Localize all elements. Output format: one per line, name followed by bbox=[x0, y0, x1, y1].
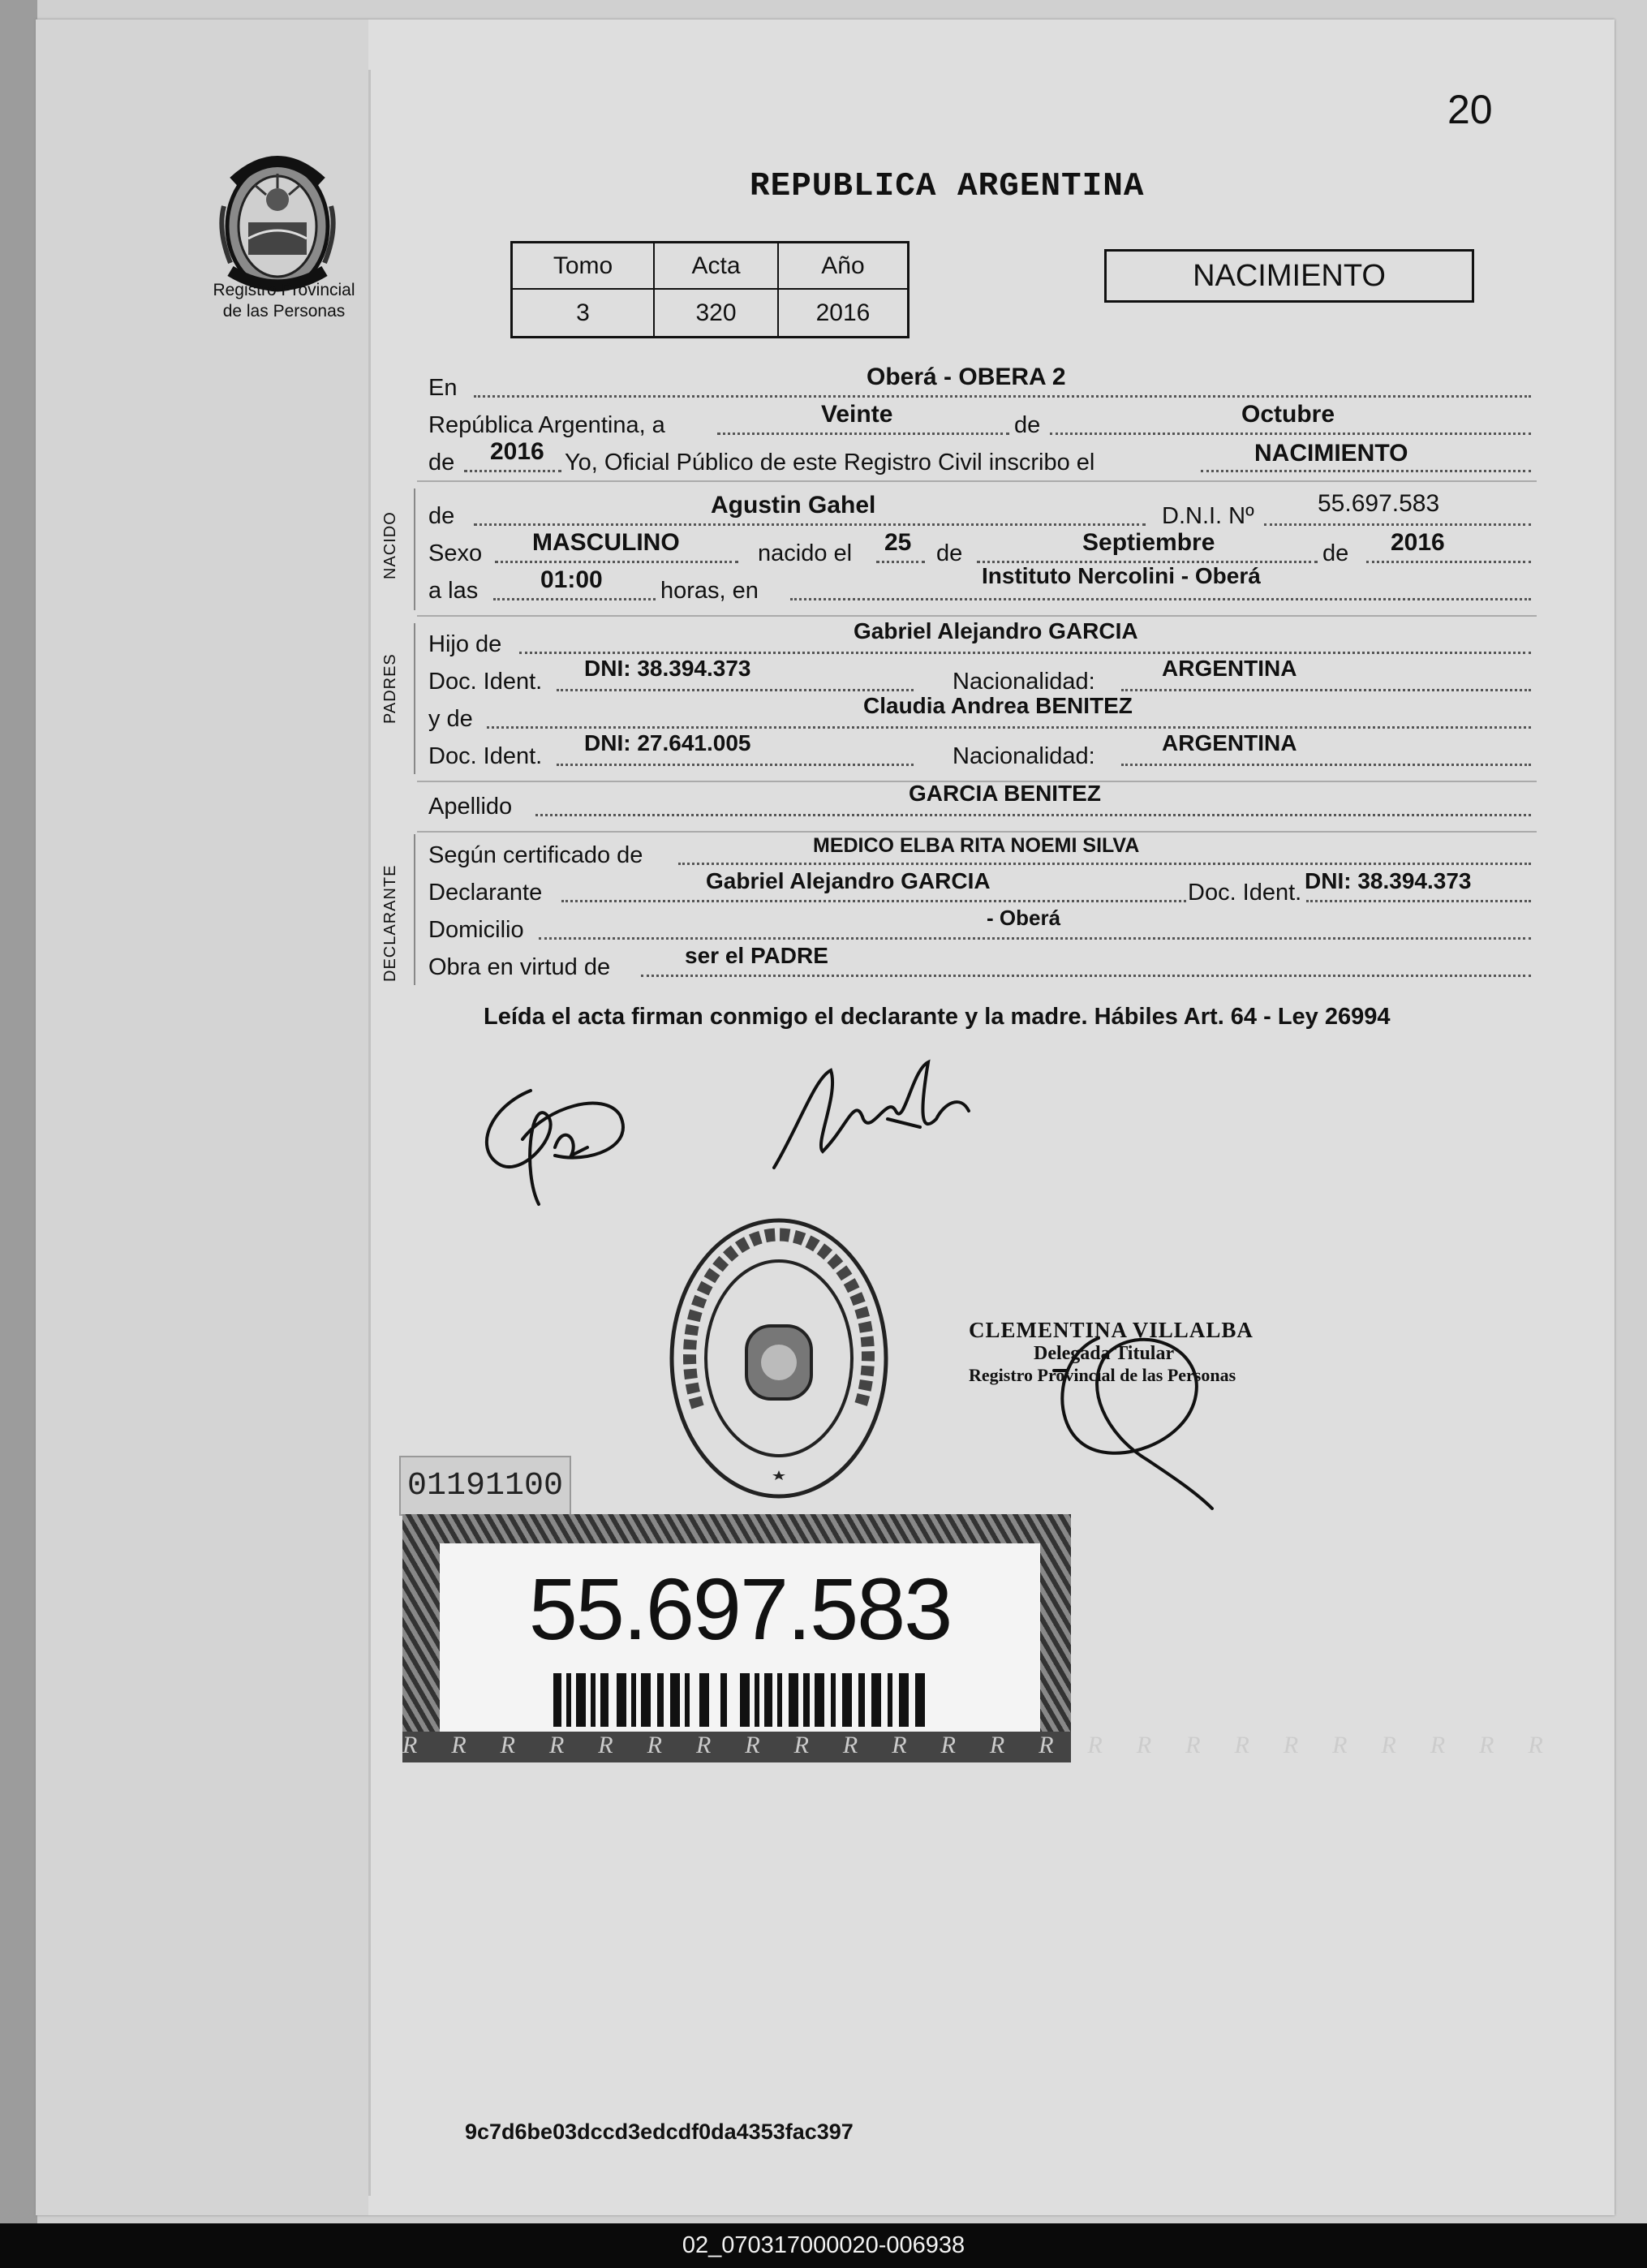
padres-section-label: PADRES bbox=[381, 653, 399, 724]
nacido-el-label: nacido el bbox=[758, 540, 853, 566]
doc-ident-label: Doc. Ident. bbox=[428, 743, 543, 769]
official-role: Delegada Titular bbox=[1034, 1343, 1175, 1364]
dotted-line bbox=[790, 598, 1531, 600]
section-bar bbox=[414, 488, 415, 610]
margin-column bbox=[36, 19, 368, 2215]
official-name: CLEMENTINA VILLALBA bbox=[969, 1318, 1254, 1342]
dotted-line bbox=[1306, 900, 1531, 902]
anio-header: Año bbox=[779, 243, 907, 290]
dotted-line bbox=[464, 470, 561, 472]
registry-name-line1: Registro Provincial bbox=[213, 281, 355, 299]
dotted-line bbox=[678, 863, 1531, 865]
dotted-line bbox=[641, 975, 1531, 977]
dotted-line bbox=[1121, 689, 1531, 691]
anio-value: 2016 bbox=[815, 299, 871, 326]
dni-label: D.N.I. Nº bbox=[1162, 503, 1254, 529]
father-name-value: Gabriel Alejandro GARCIA bbox=[854, 618, 1138, 643]
nacido-section-label: NACIDO bbox=[381, 511, 399, 579]
official-office: Registro Provincial de las Personas bbox=[969, 1365, 1236, 1385]
time-value: 01:00 bbox=[540, 566, 603, 593]
segun-certificado-label: Según certificado de bbox=[428, 842, 643, 868]
dni-sticker bbox=[402, 1514, 1577, 1762]
dotted-line bbox=[519, 652, 1531, 654]
dotted-line bbox=[717, 433, 1009, 435]
en-label: En bbox=[428, 375, 458, 401]
declarante-doc-value: DNI: 38.394.373 bbox=[1305, 868, 1472, 893]
dotted-line bbox=[493, 598, 656, 600]
nacionalidad-label: Nacionalidad: bbox=[953, 743, 1095, 769]
sexo-value: MASCULINO bbox=[532, 529, 680, 556]
de-label: de bbox=[428, 503, 455, 529]
dotted-line bbox=[557, 689, 914, 691]
dotted-line bbox=[876, 561, 925, 563]
dni-number: 55.697.583 bbox=[528, 1560, 952, 1658]
record-type-box: NACIMIENTO bbox=[1104, 249, 1474, 303]
tomo-value: 3 bbox=[513, 290, 655, 336]
dotted-line bbox=[1366, 561, 1531, 563]
horas-en-label: horas, en bbox=[660, 578, 759, 604]
mother-doc-value: DNI: 27.641.005 bbox=[584, 730, 751, 755]
apellido-label: Apellido bbox=[428, 794, 513, 820]
birth-year-value: 2016 bbox=[1391, 529, 1445, 556]
dotted-line bbox=[474, 395, 1531, 398]
dotted-line bbox=[557, 764, 914, 766]
tomo-header: Tomo bbox=[513, 243, 655, 290]
acta-value: 320 bbox=[655, 290, 779, 336]
father-doc-value: DNI: 38.394.373 bbox=[584, 656, 751, 681]
dotted-line bbox=[495, 561, 738, 563]
closing-statement: Leída el acta firman conmigo el declarante y la madre. Hábiles Art. 64 - Ley 26994 bbox=[484, 1004, 1391, 1030]
doc-ident-label: Doc. Ident. bbox=[1188, 880, 1302, 906]
dotted-line bbox=[1201, 470, 1531, 472]
certificate-value: MEDICO ELBA RITA NOEMI SILVA bbox=[813, 834, 1140, 857]
a-las-label: a las bbox=[428, 578, 479, 604]
dotted-line bbox=[474, 523, 1146, 526]
place-value: Oberá - OBERA 2 bbox=[867, 364, 1066, 390]
declarant-signature bbox=[474, 1058, 644, 1220]
mother-name-value: Claudia Andrea BENITEZ bbox=[863, 693, 1133, 718]
mother-nationality-value: ARGENTINA bbox=[1162, 730, 1297, 755]
domicilio-label: Domicilio bbox=[428, 917, 524, 943]
dotted-line bbox=[1121, 764, 1531, 766]
serial-label: 01191100 bbox=[399, 1456, 571, 1516]
declarante-section-label: DECLARANTE bbox=[381, 864, 399, 982]
republica-label: República Argentina, a bbox=[428, 412, 665, 438]
dni-sticker-panel bbox=[440, 1543, 1040, 1732]
day-words-value: Veinte bbox=[821, 401, 893, 428]
separator bbox=[417, 480, 1537, 482]
birth-certificate-page bbox=[36, 19, 1615, 2215]
doc-ident-label: Doc. Ident. bbox=[428, 669, 543, 695]
separator bbox=[417, 615, 1537, 617]
child-dni-value: 55.697.583 bbox=[1318, 490, 1440, 517]
month-value: Octubre bbox=[1241, 401, 1335, 428]
misiones-coat-of-arms-icon bbox=[217, 149, 338, 300]
registry-oval-stamp bbox=[665, 1212, 892, 1504]
official-block bbox=[969, 1318, 1277, 1386]
dotted-line bbox=[539, 937, 1531, 940]
y-de-label: y de bbox=[428, 706, 473, 732]
de-label: de bbox=[1014, 412, 1041, 438]
security-pattern-strip: RRRRRRRRRRRRRRRRRRRRRRRR bbox=[402, 1732, 1071, 1762]
acta-header: Acta bbox=[655, 243, 779, 290]
section-bar bbox=[414, 834, 415, 985]
child-name-value: Agustin Gahel bbox=[711, 492, 876, 519]
page-number: 20 bbox=[1447, 87, 1493, 132]
document-hash: 9c7d6be03dccd3edcdf0da4353fac397 bbox=[465, 2120, 854, 2144]
dotted-line bbox=[1050, 433, 1531, 435]
sexo-label: Sexo bbox=[428, 540, 483, 566]
yo-label: Yo, Oficial Público de este Registro Civil inscribo el bbox=[565, 450, 1095, 476]
scan-footer-id: 02_070317000020-006938 bbox=[0, 2223, 1647, 2268]
dotted-line bbox=[535, 814, 1531, 816]
act-type-value: NACIMIENTO bbox=[1254, 440, 1408, 467]
registry-name-line2: de las Personas bbox=[222, 302, 346, 321]
nacionalidad-label: Nacionalidad: bbox=[953, 669, 1095, 695]
margin-divider bbox=[368, 70, 371, 2196]
obra-value: ser el PADRE bbox=[685, 943, 828, 968]
hijo-de-label: Hijo de bbox=[428, 631, 502, 657]
section-bar bbox=[414, 623, 415, 774]
de-label: de bbox=[936, 540, 963, 566]
dotted-line bbox=[487, 726, 1531, 729]
separator bbox=[417, 831, 1537, 833]
mother-signature bbox=[766, 1046, 977, 1184]
father-nationality-value: ARGENTINA bbox=[1162, 656, 1297, 681]
declarante-name-value: Gabriel Alejandro GARCIA bbox=[706, 868, 991, 893]
dotted-line bbox=[1264, 523, 1531, 526]
document-title: REPUBLICA ARGENTINA bbox=[750, 168, 1145, 205]
apellido-value: GARCIA BENITEZ bbox=[909, 781, 1101, 806]
birth-month-value: Septiembre bbox=[1082, 529, 1215, 556]
barcode bbox=[553, 1673, 927, 1727]
declarante-label: Declarante bbox=[428, 880, 543, 906]
de-label: de bbox=[428, 450, 455, 476]
birth-place-value: Instituto Nercolini - Oberá bbox=[982, 563, 1261, 588]
birth-day-value: 25 bbox=[884, 529, 912, 556]
record-table bbox=[510, 241, 910, 338]
domicilio-value: - Oberá bbox=[987, 906, 1061, 930]
obra-en-virtud-label: Obra en virtud de bbox=[428, 954, 611, 980]
dotted-line bbox=[561, 900, 1186, 902]
adjacent-page-edge bbox=[0, 0, 37, 2223]
de-label: de bbox=[1322, 540, 1349, 566]
year-value: 2016 bbox=[490, 438, 544, 465]
